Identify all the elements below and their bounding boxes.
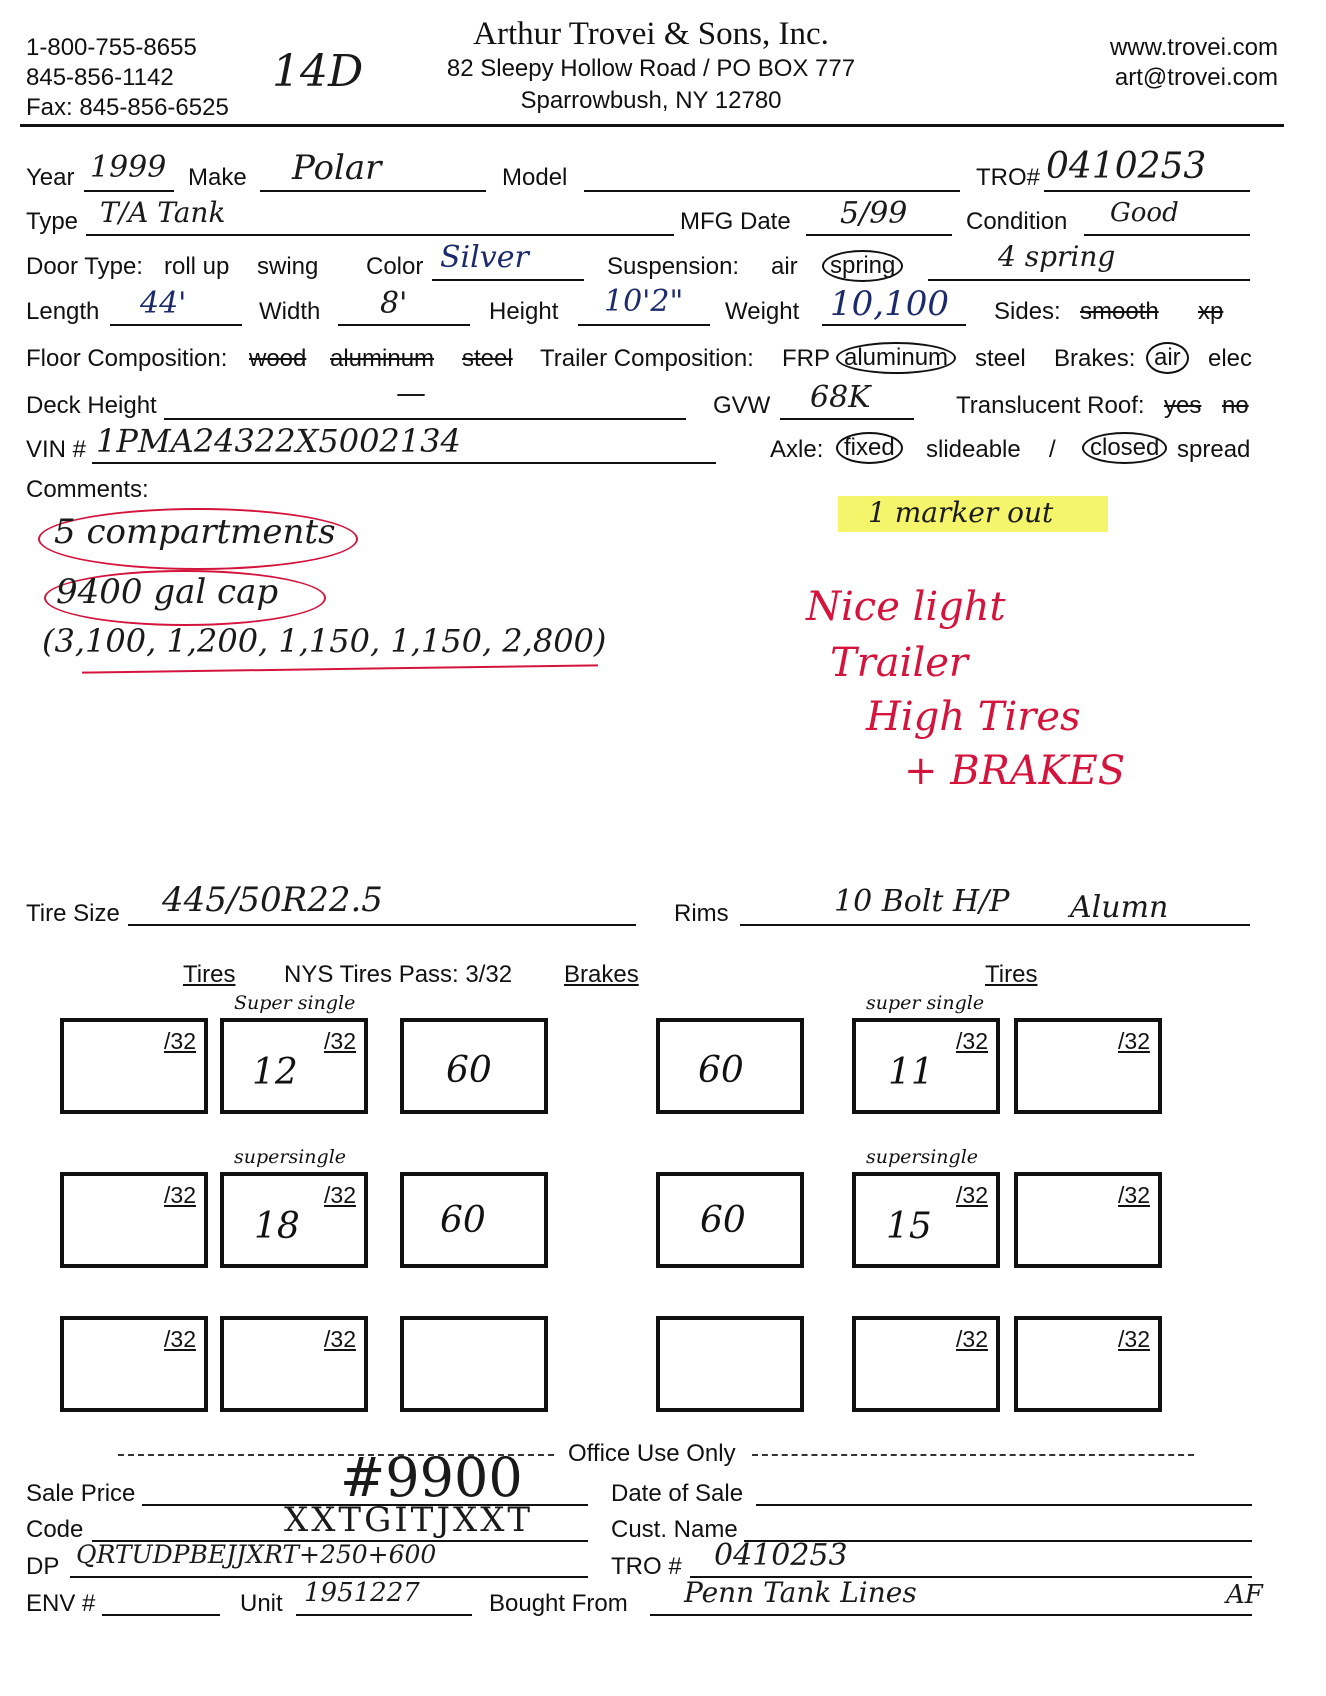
tread-fraction: /32	[324, 1326, 356, 1352]
floor-wood[interactable]: wood	[249, 345, 307, 372]
date-of-sale-line	[756, 1504, 1252, 1506]
tire-box-r2-r1[interactable]	[852, 1146, 1000, 1268]
tro-value[interactable]: 0410253	[1046, 146, 1207, 187]
tires-right-header: Tires	[985, 961, 1038, 988]
condition-label: Condition	[966, 208, 1068, 235]
comments-label: Comments:	[26, 476, 149, 503]
dp-value[interactable]: QRTUDPBEJJXRT+250+600	[76, 1540, 437, 1569]
deck-height-label: Deck Height	[26, 392, 157, 419]
tread-value: 11	[888, 1052, 934, 1093]
tire-box-r3-r1[interactable]	[852, 1316, 1000, 1412]
mfg-date-value[interactable]: 5/99	[840, 196, 908, 231]
sides-xp[interactable]: xp	[1198, 298, 1224, 325]
tires-left-header: Tires	[183, 961, 236, 988]
brake-box-r2-left[interactable]	[400, 1172, 548, 1268]
height-label: Height	[489, 298, 559, 325]
tire-box-r3-l1[interactable]	[60, 1316, 208, 1412]
comment-line-2[interactable]: 9400 gal cap	[56, 572, 279, 612]
tread-value: 15	[886, 1206, 932, 1247]
floor-aluminum[interactable]: aluminum	[330, 345, 435, 372]
width-label: Width	[259, 298, 321, 325]
height-value[interactable]: 10'2"	[604, 284, 684, 319]
length-line	[110, 324, 242, 326]
width-line	[338, 324, 470, 326]
code-label: Code	[26, 1516, 84, 1543]
suspension-label: Suspension:	[607, 253, 740, 280]
tire-box-r2-l2[interactable]	[220, 1146, 368, 1268]
tread-fraction: /32	[164, 1182, 196, 1208]
model-label: Model	[502, 164, 568, 191]
tread-fraction: /32	[956, 1028, 988, 1054]
axle-closed-circled[interactable]: closed	[1082, 432, 1167, 464]
gvw-line	[780, 418, 914, 420]
brake-value: 60	[440, 1200, 486, 1241]
fax-number: Fax: 845-856-6525	[26, 94, 229, 121]
tro-line	[1044, 190, 1250, 192]
tire-size-line	[128, 924, 636, 926]
red-note-4[interactable]: + BRAKES	[904, 748, 1126, 794]
axle-slideable[interactable]: slideable	[926, 436, 1021, 463]
suspension-note[interactable]: 4 spring	[998, 240, 1116, 273]
trailer-comp-label: Trailer Composition:	[540, 345, 754, 372]
unit-label: Unit	[240, 1590, 283, 1617]
sale-price-value[interactable]: #9900	[340, 1446, 523, 1509]
phone-tollfree: 1-800-755-8655	[26, 34, 197, 61]
tread-fraction: /32	[956, 1326, 988, 1352]
office-use-title: Office Use Only	[568, 1440, 736, 1467]
company-address1: 82 Sleepy Hollow Road / PO BOX 777	[446, 55, 856, 82]
tro-label: TRO#	[976, 164, 1041, 191]
bought-from-label: Bought From	[489, 1590, 628, 1617]
brake-box-r1-right[interactable]	[656, 1018, 804, 1114]
tread-fraction: /32	[1118, 1326, 1150, 1352]
tread-fraction: /32	[164, 1326, 196, 1352]
type-value[interactable]: T/A Tank	[100, 196, 226, 229]
tire-box-r2-r2[interactable]	[1014, 1172, 1162, 1268]
nys-tires-pass: NYS Tires Pass: 3/32	[284, 961, 513, 988]
vin-value[interactable]: 1PMA24322X5002134	[96, 422, 461, 460]
website[interactable]: www.trovei.com	[1109, 34, 1278, 61]
tread-fraction: /32	[956, 1182, 988, 1208]
mfg-date-label: MFG Date	[680, 208, 791, 235]
bought-from-line	[650, 1614, 1252, 1616]
floor-steel[interactable]: steel	[462, 345, 513, 372]
unit-line	[296, 1614, 472, 1616]
tread-fraction: /32	[324, 1182, 356, 1208]
super-single-note: super single	[866, 992, 985, 1014]
weight-value[interactable]: 10,100	[830, 284, 949, 324]
brake-box-r2-right[interactable]	[656, 1172, 804, 1268]
gvw-label: GVW	[713, 392, 771, 419]
tread-fraction: /32	[164, 1028, 196, 1054]
dp-label: DP	[26, 1553, 60, 1580]
bought-from-value[interactable]: Penn Tank Lines	[684, 1576, 917, 1609]
deck-height-line	[164, 418, 686, 420]
year-line	[84, 190, 174, 192]
axle-label: Axle:	[770, 436, 824, 463]
tro2-label: TRO #	[611, 1553, 682, 1580]
red-note-2[interactable]: Trailer	[830, 640, 969, 686]
brakes-air-circled[interactable]: air	[1146, 342, 1189, 374]
marker-note[interactable]: 1 marker out	[838, 496, 1108, 532]
brake-value: 60	[698, 1050, 744, 1091]
trailer-steel[interactable]: steel	[975, 345, 1026, 372]
year-label: Year	[26, 164, 75, 191]
make-value[interactable]: Polar	[292, 148, 382, 188]
initials: AF	[1226, 1580, 1263, 1610]
tread-fraction: /32	[1118, 1182, 1150, 1208]
weight-line	[822, 324, 966, 326]
unit-value[interactable]: 1951227	[304, 1578, 420, 1608]
tire-box-r1-l2[interactable]	[220, 992, 368, 1114]
tire-box-r2-l1[interactable]	[60, 1172, 208, 1268]
form-mark: 14D	[272, 46, 364, 97]
comment-line-3[interactable]: (3,100, 1,200, 1,150, 1,150, 2,800)	[42, 622, 607, 660]
axle-slash: /	[1049, 436, 1056, 463]
comment-line-1[interactable]: 5 compartments	[54, 512, 336, 552]
color-line	[432, 279, 584, 281]
tread-fraction: /32	[1118, 1028, 1150, 1054]
trailer-frp[interactable]: FRP	[782, 345, 830, 372]
brake-value: 60	[446, 1050, 492, 1091]
color-label: Color	[366, 253, 424, 280]
year-value[interactable]: 1999	[90, 150, 167, 185]
rims-line	[740, 924, 1250, 926]
roof-yes[interactable]: yes	[1164, 392, 1202, 419]
tire-box-r3-r2[interactable]	[1014, 1316, 1162, 1412]
super-single-note: supersingle	[866, 1146, 979, 1168]
tro2-value[interactable]: 0410253	[714, 1538, 848, 1573]
brake-box-r1-left[interactable]	[400, 1018, 548, 1114]
tire-size-value[interactable]: 445/50R22.5	[162, 880, 383, 920]
brakes-header: Brakes	[564, 961, 639, 988]
company-address2: Sparrowbush, NY 12780	[520, 87, 782, 114]
office-dash-right	[752, 1454, 1194, 1456]
sides-smooth[interactable]: smooth	[1080, 298, 1159, 325]
brake-box-r3-right[interactable]	[656, 1316, 804, 1412]
phone-local: 845-856-1142	[26, 64, 174, 91]
super-single-note: Super single	[234, 992, 356, 1014]
axle-spread[interactable]: spread	[1177, 436, 1251, 463]
type-label: Type	[26, 208, 79, 235]
door-type-label: Door Type:	[26, 253, 143, 280]
type-line	[86, 234, 674, 236]
width-value[interactable]: 8'	[380, 286, 408, 321]
axle-fixed-circled[interactable]: fixed	[836, 432, 903, 464]
brake-box-r3-left[interactable]	[400, 1316, 548, 1412]
cust-name-label: Cust. Name	[611, 1516, 738, 1543]
sale-price-label: Sale Price	[26, 1480, 136, 1507]
company-name: Arthur Trovei & Sons, Inc.	[473, 16, 829, 52]
suspension-line	[928, 279, 1250, 281]
tire-box-r1-r2[interactable]	[1014, 1018, 1162, 1114]
suspension-air[interactable]: air	[771, 253, 798, 280]
condition-value[interactable]: Good	[1110, 198, 1179, 228]
suspension-spring-circled[interactable]: spring	[822, 250, 903, 282]
mfg-date-line	[806, 234, 952, 236]
length-label: Length	[26, 298, 100, 325]
vin-line	[92, 462, 716, 464]
tire-box-r1-r1[interactable]	[852, 992, 1000, 1114]
sides-label: Sides:	[994, 298, 1061, 325]
gvw-value[interactable]: 68K	[810, 380, 871, 415]
tire-box-r1-l1[interactable]	[60, 1018, 208, 1114]
tire-size-label: Tire Size	[26, 900, 120, 927]
deck-height-value[interactable]: —	[396, 376, 426, 411]
height-line	[578, 324, 710, 326]
email[interactable]: art@trovei.com	[1114, 64, 1278, 91]
door-swing[interactable]: swing	[257, 253, 319, 280]
header-divider	[20, 124, 1284, 127]
red-note-1[interactable]: Nice light	[806, 584, 1006, 630]
comment-red-underline	[82, 664, 598, 673]
super-single-note: supersingle	[234, 1146, 347, 1168]
condition-line	[1084, 234, 1250, 236]
floor-comp-label: Floor Composition:	[26, 345, 228, 372]
rims-material[interactable]: Alumn	[1070, 890, 1169, 925]
translucent-roof-label: Translucent Roof:	[956, 392, 1145, 419]
vin-label: VIN #	[26, 436, 87, 463]
brake-value: 60	[700, 1200, 746, 1241]
brakes-elec[interactable]: elec	[1208, 345, 1253, 372]
roof-no[interactable]: no	[1222, 392, 1249, 419]
tread-fraction: /32	[324, 1028, 356, 1054]
tread-value: 18	[254, 1206, 300, 1247]
length-value[interactable]: 44'	[140, 286, 187, 321]
env-label: ENV #	[26, 1590, 96, 1617]
rims-value[interactable]: 10 Bolt H/P	[834, 884, 1010, 919]
make-line	[260, 190, 486, 192]
rims-label: Rims	[674, 900, 729, 927]
brakes-label: Brakes:	[1054, 345, 1136, 372]
date-of-sale-label: Date of Sale	[611, 1480, 744, 1507]
door-roll-up[interactable]: roll up	[164, 253, 230, 280]
tread-value: 12	[252, 1052, 298, 1093]
red-note-3[interactable]: High Tires	[866, 694, 1081, 740]
env-line	[102, 1614, 220, 1616]
trailer-aluminum-circled[interactable]: aluminum	[836, 342, 956, 374]
code-value[interactable]: XXTGITJXXT	[284, 1500, 534, 1540]
color-value[interactable]: Silver	[440, 240, 529, 275]
model-line	[584, 190, 960, 192]
make-label: Make	[188, 164, 247, 191]
weight-label: Weight	[725, 298, 800, 325]
tire-box-r3-l2[interactable]	[220, 1316, 368, 1412]
